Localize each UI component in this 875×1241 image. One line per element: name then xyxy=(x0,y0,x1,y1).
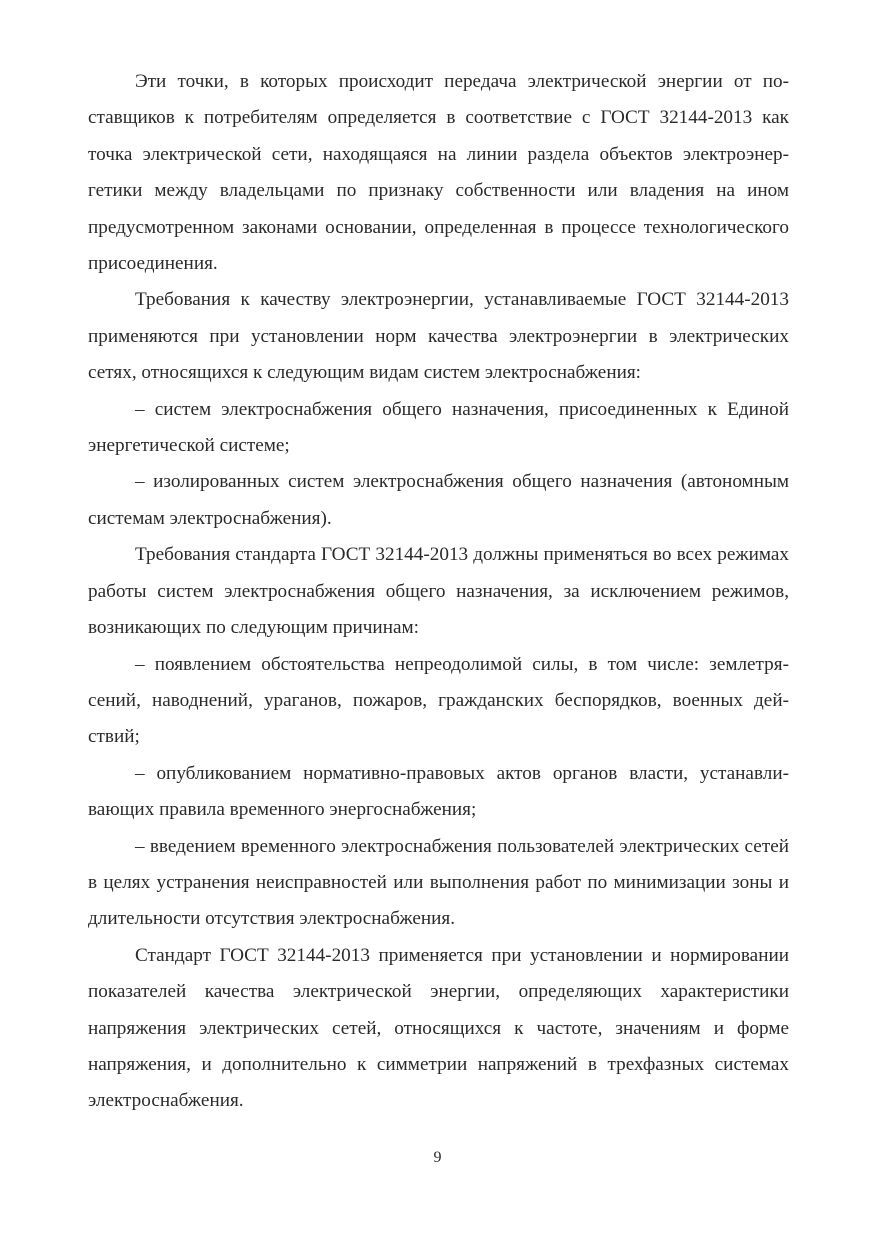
paragraph-delivery-points: Эти точки, в которых происходит передача электрической энергии от поставщиков к потребителям определяется в соответствие с ГОСТ 32144-2013 как точка электрической сети, находящаяся на линии раздела объектов электроэнергетики между владельцами по признаку собственности или владения на ином предусмотренном законами основании, определенная в процессе технологического присоединения. xyxy=(88,71,789,275)
list-item-temporary-supply: – введением временного электроснабжения пользователей электрических сетей в целях устранения неисправностей или выполнения работ по минимизации зоны и длительности отсутствия электроснабжения. xyxy=(88,835,789,930)
page-number: 9 xyxy=(433,1149,442,1166)
paragraph-standard-application-modes: Требования стандарта ГОСТ 32144-2013 должны применяться во всех режимах работы систем электроснабжения общего назначения, за исключением режимов, возникающих по следующим причинам: xyxy=(88,544,789,639)
list-item-force-majeure: – появлением обстоятельства непреодолимой силы, в том числе: землетрясений, наводнений, ураганов, пожаров, гражданских беспорядков, военных действий; xyxy=(88,653,789,748)
list-item-isolated-systems: – изолированных систем электроснабжения общего назначения (автономным системам электроснабжения). xyxy=(88,471,789,529)
list-item-regulatory-acts: – опубликованием нормативно-правовых актов органов власти, устанавливающих правила временного энергоснабжения; xyxy=(88,762,789,821)
body-text xyxy=(88,64,789,1120)
paragraph-standard-scope: Стандарт ГОСТ 32144-2013 применяется при установлении и нормировании показателей качества электрической энергии, определяющих характеристики напряжения электрических сетей, относящихся к частоте, значениям и форме напряжения, и дополнительно к симметрии напряжений в трехфазных системах электроснабжения. xyxy=(88,944,789,1112)
list-item-general-purpose-systems: – систем электроснабжения общего назначения, присоединенных к Единой энергетической системе; xyxy=(88,398,789,457)
paragraph-quality-requirements: Требования к качеству электроэнергии, устанавливаемые ГОСТ 32144-2013 применяются при установлении норм качества электроэнергии в электрических сетях, относящихся к следующим видам систем электроснабжения: xyxy=(88,289,789,384)
